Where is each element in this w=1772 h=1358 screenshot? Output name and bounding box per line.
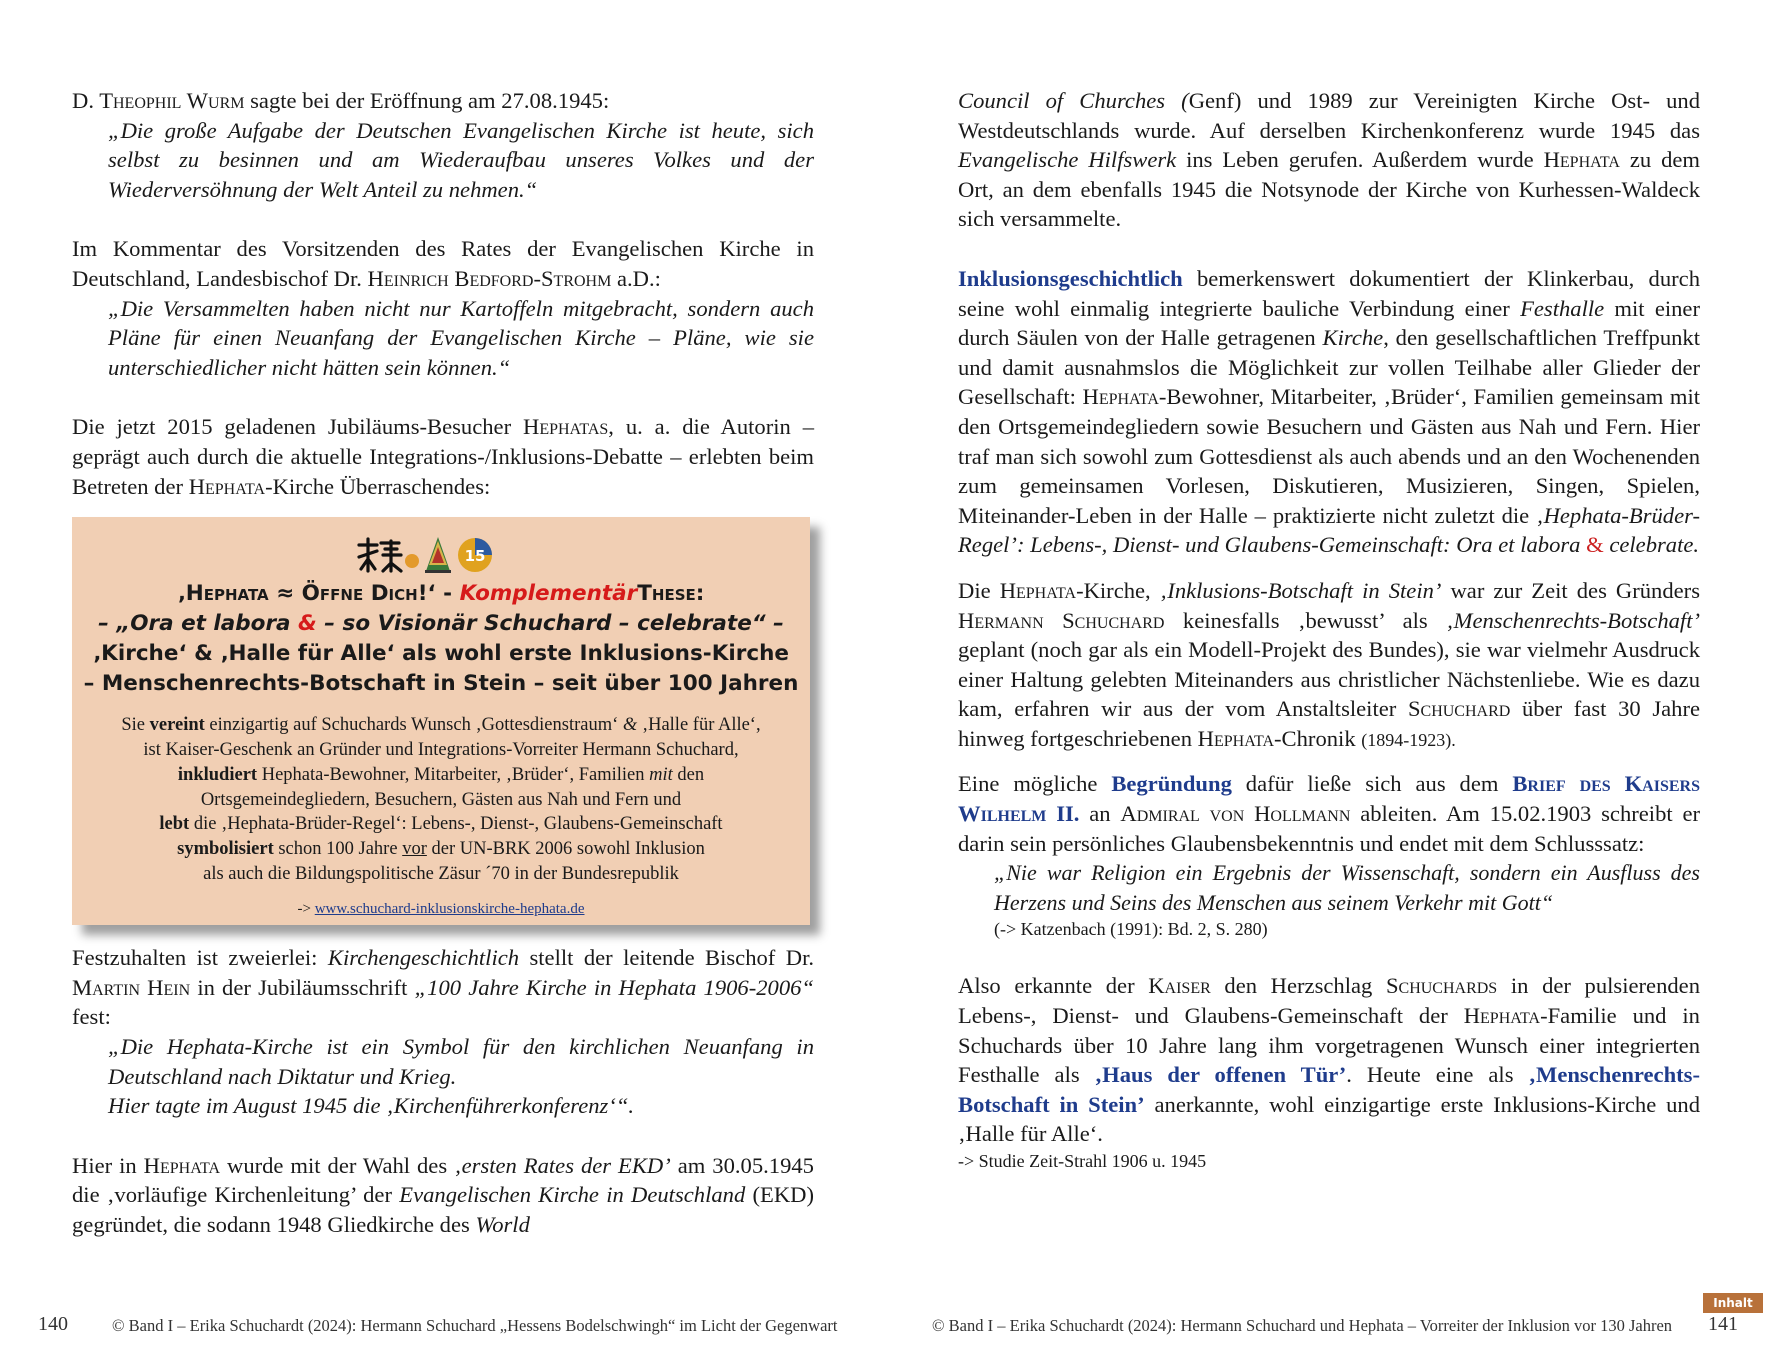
text: Genf) und 1989 zur Vereinigten Kirche Ost- und Westdeutschlands wurde. Auf derselben Kirchenkonferenz wurde 1945 das	[958, 88, 1700, 143]
person-name: Kaiser	[1148, 973, 1211, 999]
person-name: Hermann Schuchard	[958, 607, 1165, 633]
hephata-name: Hephata	[1463, 1003, 1541, 1029]
paragraph-ekd	[72, 1151, 814, 1240]
text: Also erkannte der	[958, 973, 1149, 999]
quote-kaiser: „Nie war Religion ein Ergebnis der Wissenschaft, sondern ein Ausfluss des Herzens und Seins des Menschen aus seinem Verkehr mit Gott“	[994, 860, 1700, 915]
text: schon 100 Jahre	[273, 839, 403, 860]
text: Eine mögliche	[958, 771, 1112, 797]
contents-link-button[interactable]: Inhalt	[1703, 1293, 1763, 1313]
body-line: als auch die Bildungspolitische Zäsur ´70 in der Bundesrepublik	[203, 863, 679, 884]
text: ‚Halle für Alle‘,	[637, 715, 761, 736]
hephata-name: Hephata	[1082, 384, 1159, 410]
text: bemerkenswert dokumentiert der Klinkerbau, durch seine wohl einmalig integrierte bauliche Verbindung einer	[958, 265, 1700, 321]
text: ‚Inklusions-Botschaft in Stein’	[1159, 577, 1442, 603]
text: anerkannte, wohl einzigartige erste Inklusions-Kirche und ‚Halle für Alle‘.	[958, 1091, 1700, 1147]
page-number-left: 140	[38, 1313, 68, 1335]
text: . Heute eine als	[1346, 1062, 1529, 1088]
text: einzigartig auf Schuchards Wunsch ‚Gottesdienstraum‘	[204, 715, 623, 736]
text: fest:	[72, 1004, 111, 1030]
text: sagte bei der Eröffnung am 27.08.1945:	[244, 88, 610, 113]
paragraph-message-in-stone	[958, 576, 1700, 754]
body-line	[72, 713, 810, 738]
text: in der pulsierenden Lebens-, Dienst- und Glaubens-Gemeinschaft der	[958, 973, 1701, 1029]
hephata-name: Hephata	[143, 1152, 221, 1178]
website-link[interactable]: www.schuchard-inklusionskirche-hephata.de	[314, 901, 585, 918]
text: – so Visionär Schuchard – celebrate“ –	[316, 611, 784, 637]
church-logo-icon	[425, 537, 451, 573]
keyword: ‚Haus der offenen Tür’	[1094, 1062, 1347, 1088]
logo-row	[72, 535, 810, 575]
body-line: ist Kaiser-Geschenk an Gründer und Integrations-Vorreiter Hermann Schuchard,	[143, 739, 739, 760]
text: lebt	[159, 814, 190, 835]
text: am 30.05.1945 die ‚vorläufige Kirchenleitung’ der	[72, 1152, 814, 1208]
text: inkludiert	[177, 764, 258, 785]
person-name: Schuchards	[1385, 973, 1498, 999]
text: ‚Menschenrechts-Botschaft’	[1446, 607, 1701, 633]
hephata-name: Hephata	[999, 577, 1077, 603]
text: Festhalle	[1520, 295, 1605, 321]
thesis-headline	[72, 579, 810, 699]
text: ‚Hephata ≈ Öffne Dich!‘ -	[177, 581, 460, 607]
body-line	[72, 837, 810, 862]
quote-reference: (-> Katzenbach (1991): Bd. 2, S. 280)	[994, 919, 1268, 940]
text: keinesfalls ‚bewusst’ als	[1164, 607, 1447, 633]
footer-right: © Band I – Erika Schuchardt (2024): Hermann Schuchard und Hephata – Vorreiter der Inklusion vor 130 Jahren	[932, 1316, 1673, 1335]
text: Die	[958, 577, 1000, 603]
text: dafür ließe sich aus dem	[1231, 771, 1513, 797]
text: Kirchengeschichtlich	[327, 945, 520, 971]
years: (1894-1923).	[1361, 729, 1456, 750]
body-line: Ortsgemeindegliedern, Besuchern, Gästen aus Nah und Fern und	[200, 789, 682, 810]
hephata-name: Hephata	[1197, 725, 1275, 751]
keyword: ‚Menschenrechts-Botschaft in Stein’	[958, 1062, 1700, 1117]
text: -Chronik	[1274, 725, 1362, 751]
text: Kirche	[1322, 325, 1384, 351]
text: -Kirche Überraschendes:	[265, 473, 491, 499]
thesis-body	[72, 713, 810, 887]
highlight: Komplementär	[459, 581, 638, 607]
hephata-name: Hephatas	[523, 414, 609, 440]
thesis-box	[72, 517, 810, 925]
quote-wurm: „Die große Aufgabe der Deutschen Evangelischen Kirche ist heute, sich selbst zu besinnen und am Wiederaufbau unseres Volkes und der Wiederversöhnung der Welt Anteil zu nehmen.“	[108, 117, 814, 202]
paragraph-commentary	[72, 234, 814, 293]
text: Hier in	[72, 1152, 144, 1178]
text: der UN-BRK 2006 sowohl Inklusion	[426, 839, 705, 860]
paragraph-opening	[72, 86, 814, 116]
svg-text:15: 15	[464, 547, 486, 566]
website-line	[72, 895, 810, 925]
text: Council of Churches (	[958, 88, 1189, 113]
ampersand: &	[1586, 532, 1604, 558]
text: &	[622, 715, 638, 736]
person-name: Martin Hein	[72, 974, 191, 1000]
logo-icons	[72, 535, 810, 575]
sun-logo-icon	[405, 554, 419, 568]
text: ‚ersten Rates der EKD’	[454, 1152, 671, 1178]
text: a.D.:	[611, 265, 661, 291]
text: über fast 30 Jahre hinweg fortgeschriebenen	[958, 696, 1701, 751]
text: Evangelischen Kirche in Deutschland	[399, 1182, 746, 1208]
text: mit	[649, 764, 673, 785]
text: Evangelische Hilfswerk	[958, 147, 1177, 173]
person-name: Schuchard	[1407, 696, 1511, 722]
text: , u. a. die Autorin – geprägt auch durch die aktuelle Integrations-/Inklusions-Debatte – erlebten beim Betreten der	[72, 414, 814, 499]
study-reference: -> Studie Zeit-Strahl 1906 u. 1945	[958, 1151, 1207, 1171]
paragraph-wcc	[958, 86, 1700, 234]
person-name: Admiral von Hollmann	[1120, 801, 1351, 827]
body-line	[72, 763, 810, 788]
text: ins Leben gerufen. Außerdem wurde	[1176, 147, 1544, 173]
text: , den gesellschaftlichen Treffpunkt und damit ausnahmslos die Möglichkeit zur vollen Teilhabe aller Glieder der Gesellschaft:	[958, 325, 1700, 410]
headline-line-2	[72, 609, 810, 639]
keyword: Inklusionsgeschichtlich	[958, 265, 1183, 291]
text: „100 Jahre Kirche in Hephata 1906-2006“	[414, 974, 815, 1000]
text: zu dem Ort, an dem ebenfalls 1945 die Notsynode der Kirche von Kurhessen-Waldeck sich versammelte.	[958, 147, 1700, 232]
text: symbolisiert	[177, 839, 274, 860]
text: in der Jubiläumsschrift	[190, 974, 415, 1000]
text: Im Kommentar des Vorsitzenden des Rates der Evangelischen Kirche in Deutschland, Landesbischof Dr.	[72, 236, 814, 291]
calligraphy-logo-icon	[359, 539, 401, 571]
hephata-name: Hephata	[188, 473, 266, 499]
ampersand: &	[298, 611, 317, 637]
text: Festzuhalten ist zweierlei:	[72, 945, 328, 971]
text: mit einer durch Säulen von der Halle getragenen	[958, 295, 1700, 351]
keyword: Begründung	[1111, 771, 1232, 797]
text: -Kirche,	[1076, 577, 1160, 603]
text: stellt der leitende Bischof Dr.	[519, 945, 814, 971]
body-line	[72, 812, 810, 837]
person-name: Heinrich Bedford-Strohm	[367, 265, 612, 291]
text: These:	[637, 581, 705, 607]
paragraph-church-history	[72, 943, 814, 1032]
text: (EKD) gegründet, die sodann 1948 Gliedkirche des	[72, 1182, 814, 1237]
paragraph-inclusion-history	[958, 264, 1700, 560]
quote-bedford-strohm: „Die Versammelten haben nicht nur Kartoffeln mitgebracht, sondern auch Pläne für einen Neuanfang der Evangelischen Kirche – Pläne, wie sie unterschiedlicher nicht hätten sein können.“	[108, 295, 814, 380]
text: -Familie und in Schuchards über 10 Jahre lang ihm vorgetragenen Wunsch einer integrierten Festhalle als	[958, 1003, 1700, 1088]
text: den	[672, 764, 705, 785]
arrow: ->	[297, 901, 315, 918]
text: – „Ora et labora	[98, 611, 299, 637]
person-name: D. Theophil Wurm	[72, 88, 245, 113]
left-page	[72, 86, 814, 1239]
text: vereint	[149, 715, 205, 736]
anniversary-badge-icon	[458, 538, 492, 572]
text: ableiten. Am 15.02.1903 schreibt er darin sein persönliches Glaubensbekenntnis und endet mit dem Schlusssatz:	[958, 801, 1701, 856]
quote-hein-2: Hier tagte im August 1945 die ‚Kirchenführerkonferenz‘“.	[108, 1093, 635, 1119]
text: Sie	[121, 715, 150, 736]
text: Hephata-Bewohner, Mitarbeiter, ‚Brüder‘, Familien	[257, 764, 650, 785]
text: celebrate.	[1603, 532, 1700, 558]
paragraph-kaiser-letter	[958, 769, 1700, 858]
headline-line-1	[72, 579, 810, 609]
headline-line-4: – Menschenrechts-Botschaft in Stein – seit über 100 Jahren	[83, 671, 799, 697]
right-page	[958, 86, 1700, 1173]
text: war zur Zeit des Gründers	[1441, 577, 1700, 603]
paragraph-kaiser-recognition	[958, 971, 1700, 1149]
page-number-right: 141	[1708, 1313, 1738, 1335]
text: die ‚Hephata-Brüder-Regel‘: Lebens-, Dienst-, Glaubens-Gemeinschaft	[189, 814, 723, 835]
hephata-name: Hephata	[1543, 147, 1620, 173]
text: geplant (noch gar als ein Modell-Projekt des Bundes), sie war vielmehr Ausdruck einer Haltung gelebten Miteinanders aus christlicher Nächstenliebe. Wie es dazu kam, erfahren wir aus der vom Anstaltsleiter	[958, 637, 1700, 722]
text: den Herzschlag	[1210, 973, 1386, 999]
text: an	[1079, 801, 1121, 827]
headline-line-3: ‚Kirche‘ & ‚Halle für Alle‘ als wohl erste Inklusions-Kirche	[93, 641, 789, 667]
text: Die jetzt 2015 geladenen Jubiläums-Besucher	[72, 414, 523, 440]
text: wurde mit der Wahl des	[220, 1152, 455, 1178]
paragraph-jubilee	[72, 412, 814, 501]
keyword: Brief des Kaisers Wilhelm II.	[958, 771, 1700, 827]
text: World	[475, 1211, 530, 1237]
text: -Bewohner, Mitarbeiter, ‚Brüder‘, Familien gemeinsam mit den Ortsgemeindegliedern sowie Besuchern und Gästen aus Nah und Fern. Hier traf man sich sowohl zum Gottesdienst als auch abends und an den Wochenenden zum gemeinsamen Vorlesen, Diskutieren, Musizieren, Singen, Spielen, Miteinander-Leben in der Halle – praktizierte nicht zuletzt die	[958, 384, 1700, 528]
text: ‚Hephata-Brüder-Regel’: Lebens-, Dienst- und Glaubens-Gemeinschaft: Ora et labora	[958, 502, 1700, 558]
text: vor	[402, 839, 427, 860]
quote-hein: „Die Hephata-Kirche ist ein Symbol für den kirchlichen Neuanfang in Deutschland nach Diktatur und Krieg.	[108, 1033, 814, 1089]
footer-left: © Band I – Erika Schuchardt (2024): Hermann Schuchard „Hessens Bodelschwingh“ im Licht der Gegenwart	[112, 1316, 838, 1335]
